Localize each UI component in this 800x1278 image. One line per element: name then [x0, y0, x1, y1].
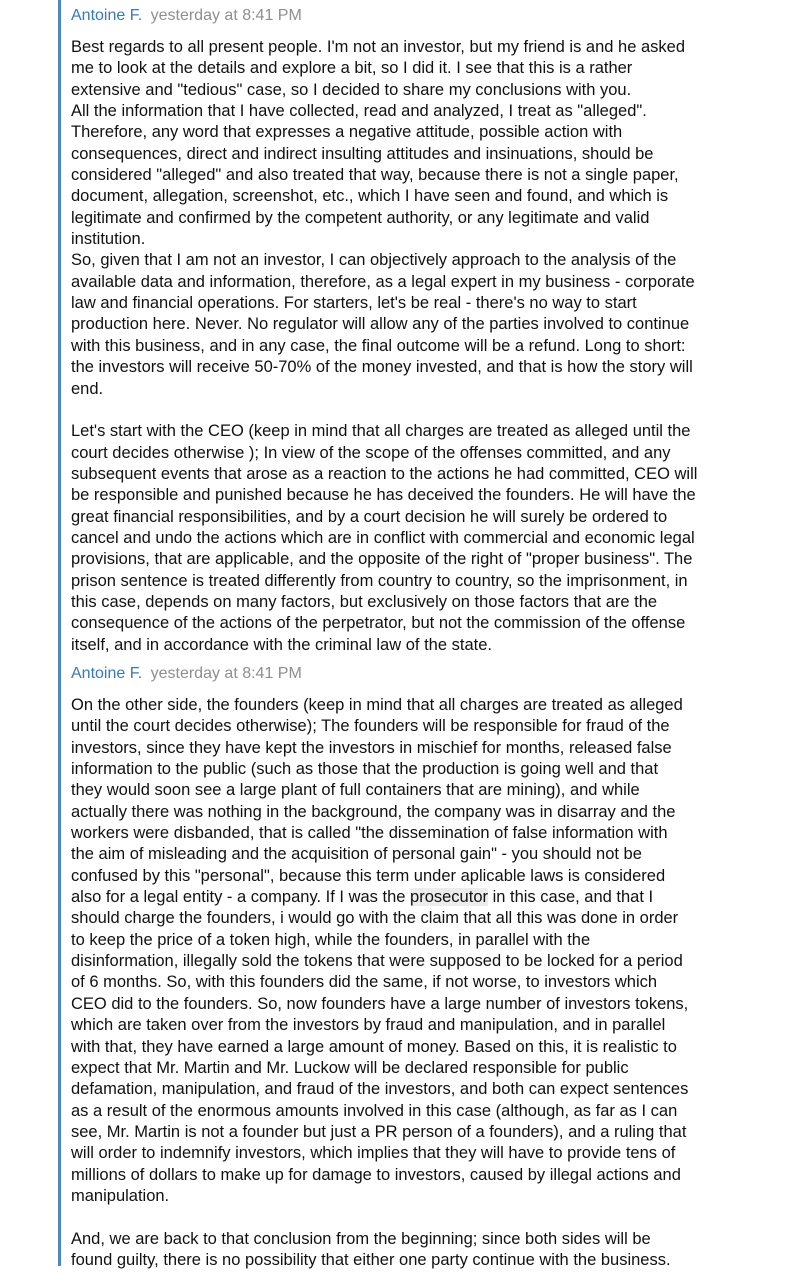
message-timestamp: yesterday at 8:41 PM	[150, 7, 302, 24]
message-line: this case, depends on many factors, but exclusively on those factors that are the	[71, 592, 658, 611]
message-line: CEO did to the founders. So, now founders have a large number of investors tokens,	[71, 994, 689, 1013]
highlighted-word: prosecutor	[410, 888, 488, 907]
message-line: the aim of misleading and the acquisition of personal gain" - you should not be	[71, 845, 642, 864]
message-line: actually there was nothing in the background, the company was in disarray and the	[71, 802, 676, 821]
message-header	[71, 663, 773, 685]
message-line: great financial responsibilities, and by a court decision he will surely be ordered to	[71, 507, 668, 526]
message-line: document, allegation, screenshot, etc., which I have seen and found, and which is	[71, 187, 669, 206]
message-line: the investors will receive 50-70% of the money invested, and that is how the story will	[71, 358, 693, 377]
message-line: of 6 months. So, with this founders did the same, if not worse, to investors which	[71, 973, 658, 992]
paragraph-gap	[71, 1207, 773, 1228]
message-line: law and financial operations. For starters, let's be real - there's no way to start	[71, 294, 637, 313]
message-group-bar	[58, 0, 61, 1266]
message-line: institution.	[71, 230, 146, 249]
message-header	[71, 5, 773, 27]
message-line: expect that Mr. Martin and Mr. Luckow will be declared responsible for public	[71, 1058, 629, 1077]
message-line: Therefore, any word that expresses a negative attitude, possible action with	[71, 123, 623, 142]
message-line: considered "alleged" and also treated that way, because there is not a single paper,	[71, 166, 679, 185]
message-line: prison sentence is treated differently from country to country, so the imprisonment, in	[71, 571, 688, 590]
chat-message[interactable]	[71, 5, 773, 656]
message-line: they would soon see a large plant of full containers that are mining), and while	[71, 781, 640, 800]
message-line: workers were disbanded, that is called "the dissemination of false information with	[71, 824, 668, 843]
message-line: found guilty, there is no possibility that either one party continue with the business.	[71, 1250, 671, 1269]
message-line: until the court decides otherwise); The founders will be responsible for fraud of the	[71, 717, 670, 736]
message-line: me to look at the details and explore a bit, so I did it. I see that this is a rather	[71, 59, 633, 78]
message-line: production here. Never. No regulator will allow any of the parties involved to continue	[71, 315, 690, 334]
paragraph-gap	[71, 400, 773, 421]
message-text	[71, 695, 773, 1271]
message-line: end.	[71, 379, 104, 398]
message-line: extensive and "tedious" case, so I decided to share my conclusions with you.	[71, 80, 632, 99]
message-text	[71, 37, 773, 656]
message-line: confused by this "personal", because this term under aplicable laws is considered	[71, 866, 666, 885]
message-line: with that, they have earned a large amount of money. Based on this, it is realistic to	[71, 1037, 677, 1056]
message-line: millions of dollars to make up for damage to investors, caused by illegal actions and	[71, 1165, 681, 1184]
message-line: All the information that I have collected, read and analyzed, I treat as "alleged".	[71, 102, 647, 121]
message-line: also for a legal entity - a company. If I was the prosecutor in this case, and that I	[71, 888, 654, 907]
message-line: itself, and in accordance with the criminal law of the state.	[71, 635, 492, 654]
message-line: court decides otherwise ); In view of the scope of the offenses committed, and any	[71, 443, 671, 462]
message-line: provisions, that are applicable, and the opposite of the right of "proper business". The	[71, 550, 693, 569]
message-line: On the other side, the founders (keep in mind that all charges are treated as alleged	[71, 696, 683, 714]
message-line: information to the public (such as those that the production is going well and that	[71, 760, 659, 779]
message-timestamp: yesterday at 8:41 PM	[150, 665, 302, 682]
message-line: should charge the founders, i would go with the claim that all this was done in order	[71, 909, 679, 928]
author-name[interactable]: Antoine F.	[71, 7, 143, 24]
message-line: cancel and undo the actions which are in conflict with commercial and economic legal	[71, 528, 695, 547]
message-line: manipulation.	[71, 1186, 170, 1205]
message-line: legitimate and confirmed by the competent authority, or any legitimate and valid	[71, 208, 650, 227]
message-line: be responsible and punished because he has deceived the founders. He will have the	[71, 486, 696, 505]
message-line: defamation, manipulation, and fraud of the investors, and both can expect sentences	[71, 1080, 689, 1099]
message-line: to keep the price of a token high, while the founders, in parallel with the	[71, 930, 591, 949]
message-line: disinformation, illegally sold the tokens that were supposed to be locked for a period	[71, 952, 683, 971]
message-line: And, we are back to that conclusion from the beginning; since both sides will be	[71, 1229, 651, 1248]
message-line: which are taken over from the investors by fraud and manipulation, and in parallel	[71, 1016, 666, 1035]
author-name[interactable]: Antoine F.	[71, 665, 143, 682]
message-line: Let's start with the CEO (keep in mind that all charges are treated as alleged until the	[71, 422, 691, 441]
message-line: as a result of the enormous amounts involved in this case (although, as far as I can	[71, 1101, 678, 1120]
message-line: So, given that I am not an investor, I can objectively approach to the analysis of the	[71, 251, 677, 270]
chat-message[interactable]	[71, 663, 773, 1271]
message-line: consequence of the actions of the perpetrator, but not the commission of the offense	[71, 614, 686, 633]
message-line: available data and information, therefore, as a legal expert in my business - corporate	[71, 272, 695, 291]
message-line: Best regards to all present people. I'm not an investor, but my friend is and he asked	[71, 38, 685, 56]
message-line: investors, since they have kept the investors in mischief for months, released false	[71, 738, 672, 757]
message-line: with this business, and in any case, the final outcome will be a refund. Long to short:	[71, 336, 686, 355]
message-line: subsequent events that arose as a reaction to the actions he had committed, CEO will	[71, 464, 698, 483]
message-line: will order to indemnify investors, which implies that they will have to provide tens of	[71, 1144, 676, 1163]
message-line: see, Mr. Martin is not a founder but just a PR person of a founders), and a ruling that	[71, 1122, 687, 1141]
message-line: consequences, direct and indirect insulting attitudes and insinuations, should be	[71, 144, 654, 163]
